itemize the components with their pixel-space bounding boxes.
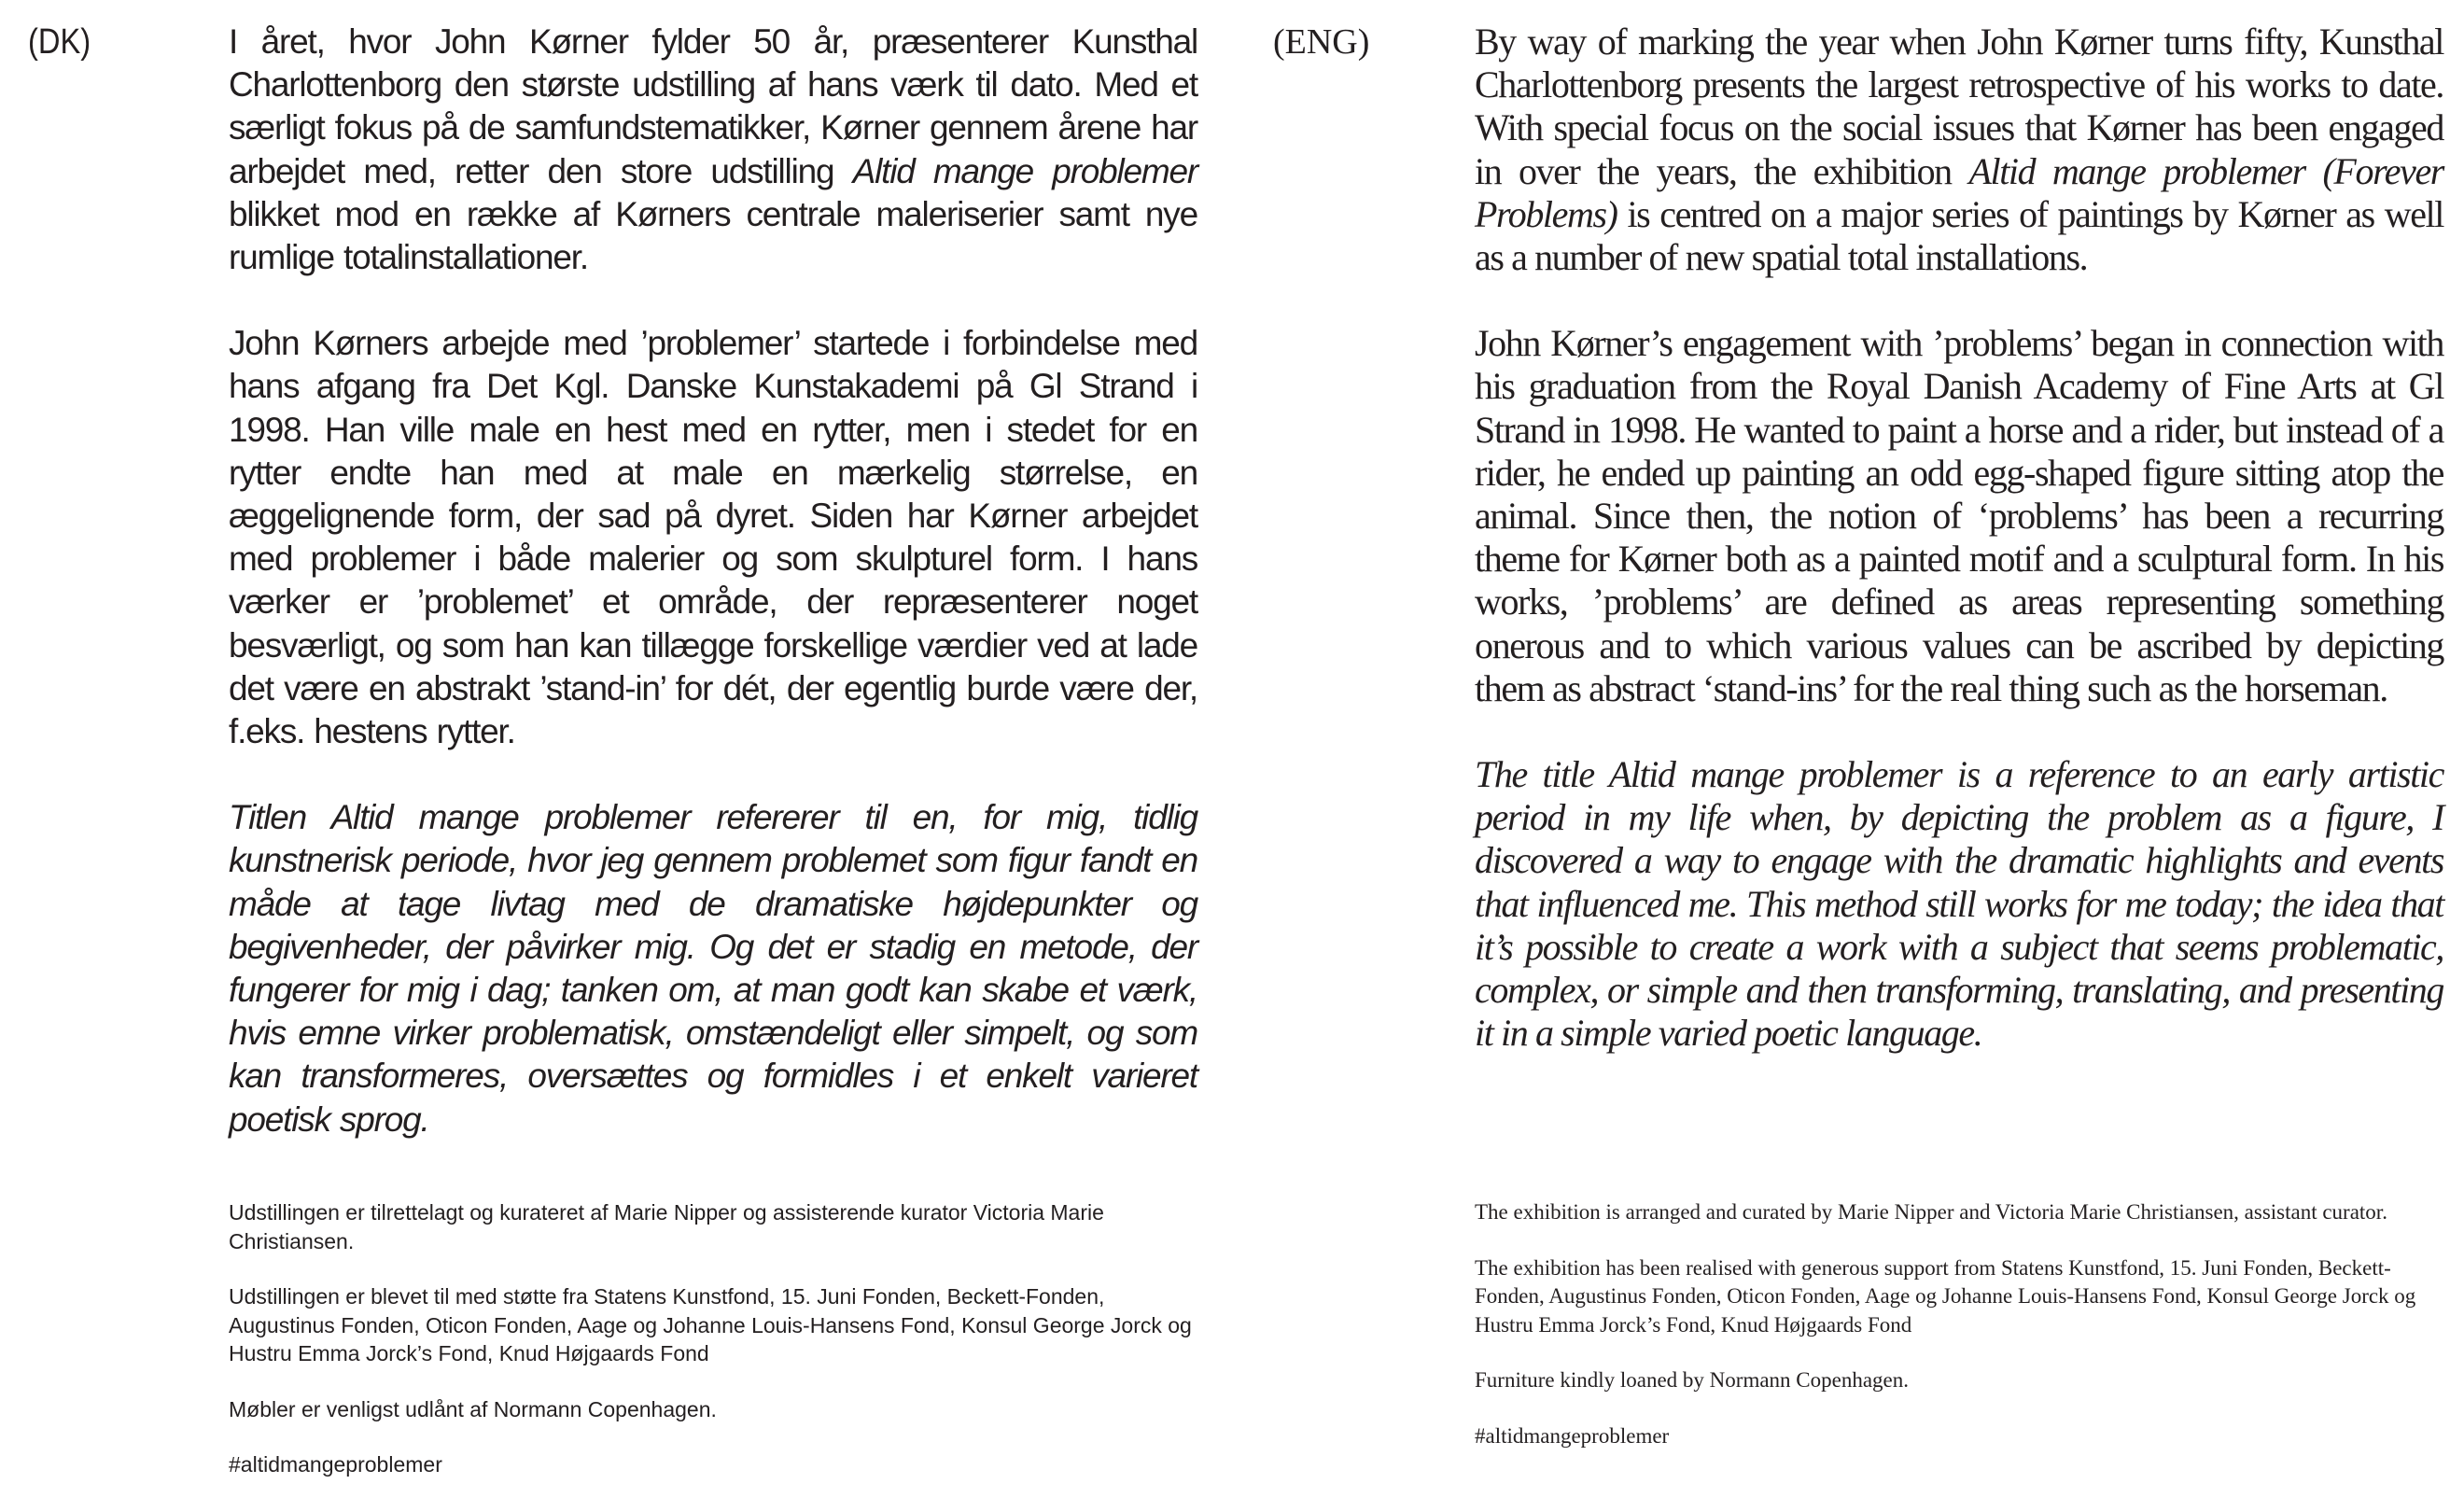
danish-text-column xyxy=(229,21,1197,1141)
danish-curators-note: Udstillingen er tilrettelagt og kurateret af Marie Nipper og assisterende kurator Victoria Marie Christiansen. xyxy=(229,1200,1104,1253)
danish-background-paragraph: John Kørners arbejde med ’problemer’ startede i forbindelse med hans afgang fra Det Kgl. Danske Kunstakademi på Gl Strand i 1998. Han ville male en hest med en rytter, men i stedet for en rytter endte han med at male en mærkelig størrelse, en æggelignende form, der sad på dyret. Siden har Kørner arbejdet med problemer i både malerier og som skulpturel form. I hans værker er ’problemet’ et område, der repræsenterer noget besværligt, og som han kan tillægge forskellige værdier ved at lade det være en abstrakt ’stand-in’ for dét, der egentlig burde være der, f.eks. hestens rytter. xyxy=(229,324,1197,751)
english-support-note: The exhibition has been realised with generous support from Statens Kunstfond, 15. Juni Fonden, Beckett-Fonden, Augustinus Fonden, Oticon Fonden, Aage og Johanne Louis-Hansens Fond, Konsul George Jorck og Hustru Emma Jorck’s Fond, Knud Højgaards Fond xyxy=(1475,1255,2416,1337)
english-background-paragraph: John Kørner’s engagement with ’problems’ began in connection with his graduation from the Royal Danish Academy of Fine Arts at Gl Strand in 1998. He wanted to paint a horse and a rider, but instead of a rider, he ended up painting an odd egg-shaped figure sitting atop the animal. Since then, the notion of ‘problems’ has been a recurring theme for Kørner both as a painted motif and a sculptural form. In his works, ’problems’ are defined as areas representing something onerous and to which various values can be ascribed by depicting them as abstract ‘stand-ins’ for the real thing such as the horseman. xyxy=(1475,322,2443,709)
english-language-label: (ENG) xyxy=(1273,22,1370,62)
danish-support-note: Udstillingen er blevet til med støtte fra Statens Kunstfond, 15. Juni Fonden, Beckett-Fonden, Augustinus Fonden, Oticon Fonden, Aage og Johanne Louis-Hansens Fond, Konsul George Jorck og Hustru Emma Jorck’s Fond, Knud Højgaards Fond xyxy=(229,1284,1192,1365)
danish-intro-paragraph xyxy=(229,21,1197,279)
danish-credits xyxy=(229,1198,1197,1506)
english-intro-text-end: is centred on a major series of paintings by Kørner as well as a number of new spatial total installations. xyxy=(1475,192,2443,279)
english-artist-quote: The title Altid mange problemer is a reference to an early artistic period in my life when, by depicting the problem as a figure, I discovered a way to engage with the dramatic highlights and events that influenced me. This method still works for me today; the idea that it’s possible to create a work with a subject that seems problematic, complex, or simple and then transforming, translating, and presenting it in a simple varied poetic language. xyxy=(1475,753,2443,1055)
english-intro-paragraph xyxy=(1475,21,2443,279)
english-furniture-note: Furniture kindly loaned by Normann Copenhagen. xyxy=(1475,1368,1910,1392)
english-credits xyxy=(1475,1198,2443,1477)
danish-hashtag: #altidmangeproblemer xyxy=(229,1452,442,1477)
english-intro-text-start: By way of marking the year when John Kørner turns fifty, Kunsthal Charlottenborg presents the largest retrospective of his works to date. With special focus on the social issues that Kørner has been engaged in over the years, the exhibition xyxy=(1475,21,2443,192)
danish-exhibition-title: Altid mange problemer xyxy=(852,151,1197,190)
english-text-column xyxy=(1475,21,2443,1055)
english-exhibition-title: Altid mange problemer (Forever Problems) xyxy=(1475,149,2443,235)
english-curators-note: The exhibition is arranged and curated by Marie Nipper and Victoria Marie Christiansen, assistant curator. xyxy=(1475,1200,2387,1224)
danish-language-label: (DK) xyxy=(28,22,91,62)
english-hashtag: #altidmangeproblemer xyxy=(1475,1423,1670,1448)
danish-furniture-note: Møbler er venligst udlånt af Normann Copenhagen. xyxy=(229,1396,717,1421)
danish-intro-text-start: I året, hvor John Kørner fylder 50 år, præsenterer Kunsthal Charlottenborg den største udstilling af hans værk til dato. Med et særligt fokus på de samfundstematikker, Kørner gennem årene har arbejdet med, retter den store udstilling xyxy=(229,22,1197,190)
danish-artist-quote: Titlen Altid mange problemer refererer til en, for mig, tidlig kunstnerisk periode, hvor jeg gennem problemet som figur fandt en måde at tage livtag med de dramatiske højdepunkter og begivenheder, der påvirker mig. Og det er stadig en metode, der fungerer for mig i dag; tanken om, at man godt kan skabe et værk, hvis emne virker problematisk, omstændeligt eller simpelt, og som kan transformeres, oversættes og formidles i et enkelt varieret poetisk sprog. xyxy=(229,798,1197,1139)
danish-intro-text-end: blikket mod en række af Kørners centrale maleriserier samt nye rumlige totalinstallationer. xyxy=(229,194,1197,277)
